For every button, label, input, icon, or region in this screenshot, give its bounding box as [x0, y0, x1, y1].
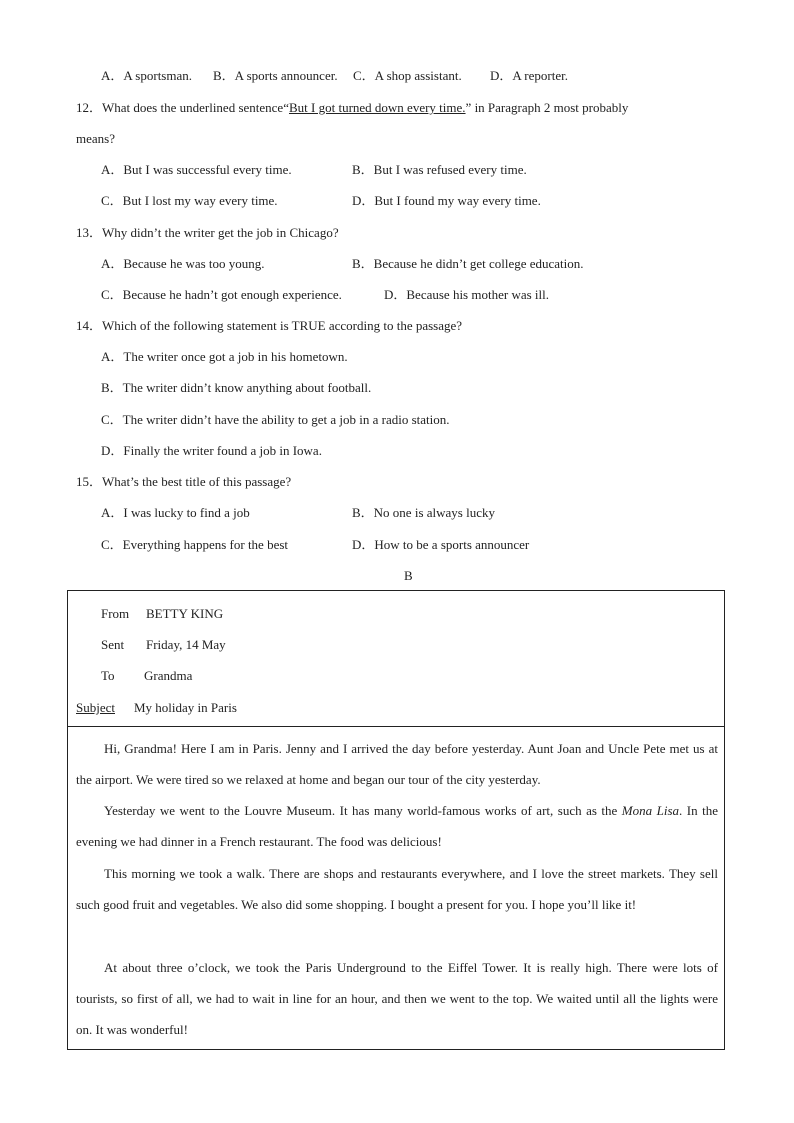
q14-option-d: D．Finally the writer found a job in Iowa. [101, 443, 322, 458]
q14-question: 14．Which of the following statement is TRUE according to the passage? [76, 318, 463, 333]
q12-question [76, 100, 628, 116]
q15-option-a: A．I was lucky to find a job [101, 505, 250, 520]
q15-question: 15．What’s the best title of this passage? [76, 474, 292, 489]
section-label: B [404, 568, 413, 583]
q11-option-b: B．A sports announcer. [213, 68, 338, 83]
sent-label: Sent [101, 637, 125, 652]
email-body-box [67, 726, 725, 1050]
artwork-title: Mona Lisa [621, 803, 680, 818]
email-paragraph-1: Hi, Grandma! Here I am in Paris. Jenny and I arrived the day before yesterday. Aunt Joan and Uncle Pete met us at the airport. We were tired so we relaxed at home and began our tour of the city yesterday. [76, 741, 718, 787]
q12-option-b: B．But I was refused every time. [352, 162, 527, 177]
to-label: To [101, 668, 115, 683]
email-paragraph-3: This morning we took a walk. There are shops and restaurants everywhere, and I love the street markets. They sell such good fruit and vegetables. We also did some shopping. I bought a present for you. I hope you’ll like it! [76, 866, 718, 912]
q11-option-a: A．A sportsman. [101, 68, 193, 83]
q14-option-a: A．The writer once got a job in his hometown. [101, 349, 348, 364]
q14-option-c: C．The writer didn’t have the ability to get a job in a radio station. [101, 412, 450, 427]
from-label: From [101, 606, 130, 621]
subject-label: Subject [76, 700, 115, 715]
q11-option-d: D．A reporter. [490, 68, 568, 83]
q13-question: 13．Why didn’t the writer get the job in Chicago? [76, 225, 339, 240]
email-paragraph-2-end: . In the evening we had dinner in a French restaurant. The food was delicious! [76, 803, 718, 849]
q12-option-d: D．But I found my way every time. [352, 193, 541, 208]
q15-option-b: B．No one is always lucky [352, 505, 495, 520]
email-paragraph-2-start: Yesterday we went to the Louvre Museum. It has many world-famous works of art, such as the [104, 803, 622, 818]
email-paragraph-2 [76, 795, 718, 857]
q13-option-a: A．Because he was too young. [101, 256, 265, 271]
subject-value: My holiday in Paris [134, 700, 237, 715]
q12-prefix: 12．What does the underlined sentence“ [76, 100, 289, 115]
q15-option-d: D．How to be a sports announcer [352, 537, 530, 552]
q15-option-c: C．Everything happens for the best [101, 537, 289, 552]
email-paragraph-4: At about three o’clock, we took the Paris Underground to the Eiffel Tower. It is really high. There were lots of tourists, so first of all, we had to wait in line for an hour, and then we went to the top. We waited until all the lights were on. It was wonderful! [76, 960, 718, 1037]
q13-option-d: D．Because his mother was ill. [384, 287, 549, 302]
q14-option-b: B．The writer didn’t know anything about football. [101, 380, 372, 395]
q12-underlined-sentence: But I got turned down every time. [288, 100, 466, 115]
q12-option-c: C．But I lost my way every time. [101, 193, 278, 208]
email-header-box [67, 590, 725, 727]
q13-option-c: C．Because he hadn’t got enough experience. [101, 287, 342, 302]
q13-option-b: B．Because he didn’t get college education. [352, 256, 584, 271]
q11-option-c: C．A shop assistant. [353, 68, 462, 83]
q12-suffix: ” in Paragraph 2 most probably [465, 100, 629, 115]
from-value: BETTY KING [146, 606, 224, 621]
to-value: Grandma [144, 668, 193, 683]
q12-question-line2: means? [76, 131, 115, 146]
sent-value: Friday, 14 May [146, 637, 226, 652]
q12-option-a: A．But I was successful every time. [101, 162, 292, 177]
